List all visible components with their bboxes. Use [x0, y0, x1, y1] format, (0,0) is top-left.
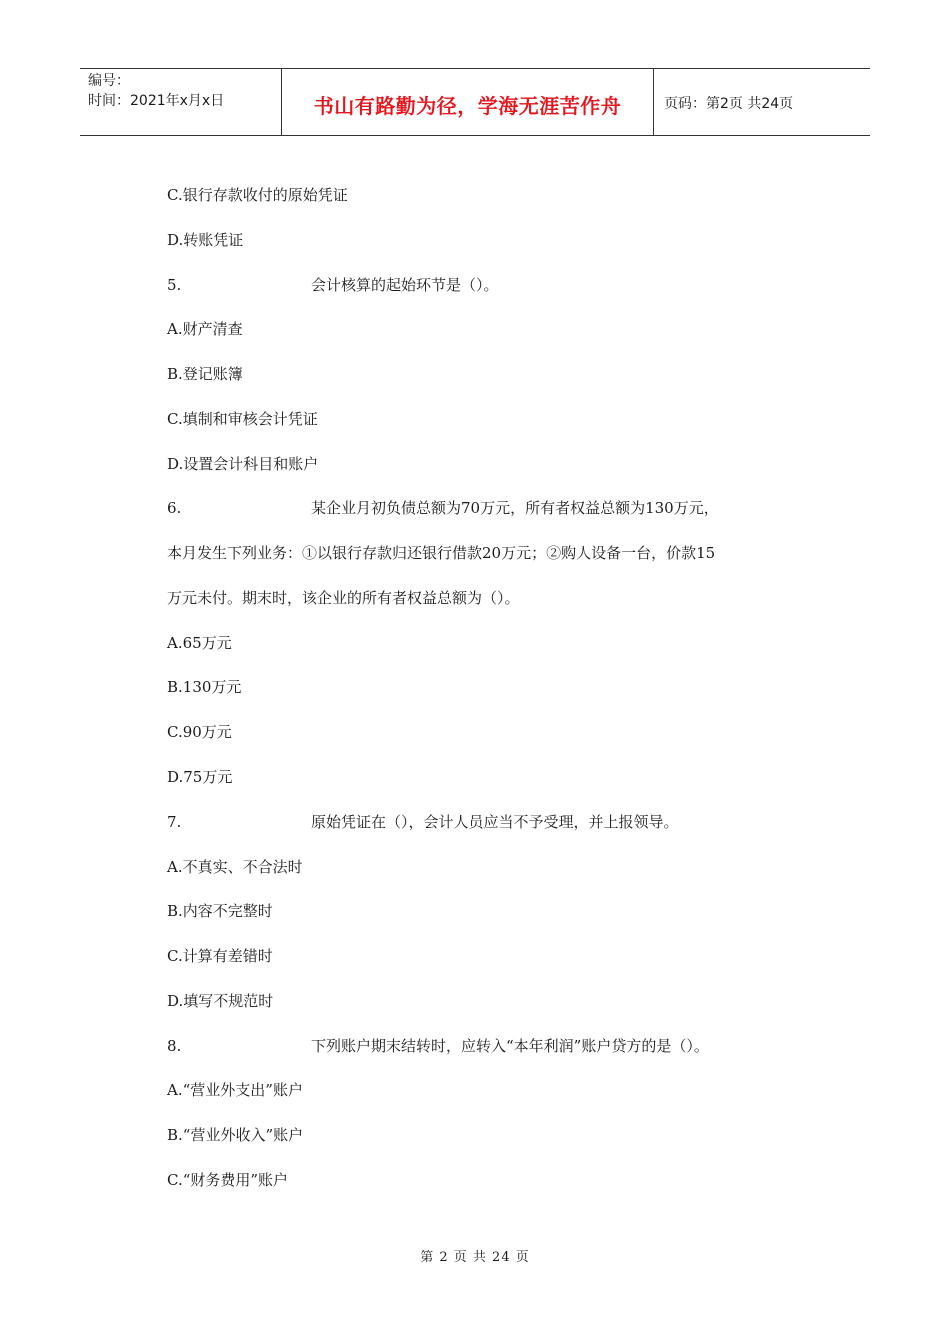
- option-line: C.银行存款收付的原始凭证: [167, 186, 348, 204]
- option-line: A.65万元: [167, 634, 232, 652]
- header-page-info-cell: [654, 69, 870, 135]
- question-text-continued: 万元未付。期末时，该企业的所有者权益总额为（）。: [167, 589, 520, 607]
- header-number-label: 编号：: [88, 73, 130, 89]
- header-meta: [80, 69, 281, 135]
- option-line: C.90万元: [167, 723, 232, 741]
- option-line: A.“营业外支出”账户: [167, 1081, 303, 1099]
- header-page-info: 页码：第2页 共24页: [664, 96, 794, 112]
- page-footer: 第 2 页 共 24 页: [420, 1250, 530, 1265]
- option-line: B.“营业外收入”账户: [167, 1126, 304, 1144]
- header-motto: 书山有路勤为径，学海无涯苦作舟: [313, 93, 622, 118]
- option-line: C.填制和审核会计凭证: [167, 410, 318, 428]
- option-line: C.“财务费用”账户: [167, 1171, 289, 1189]
- question-number: 6.: [167, 499, 182, 517]
- option-line: B.内容不完整时: [167, 902, 273, 920]
- option-line: C.计算有差错时: [167, 947, 273, 965]
- header-motto-cell: [281, 69, 654, 135]
- question-number: 8.: [167, 1037, 182, 1055]
- option-line: D.设置会计科目和账户: [167, 455, 319, 473]
- option-line: D.转账凭证: [167, 231, 244, 249]
- question-number: 5.: [167, 276, 182, 294]
- question-number: 7.: [167, 813, 182, 831]
- question-text: 某企业月初负债总额为70万元，所有者权益总额为130万元，: [311, 499, 719, 517]
- option-line: D.填写不规范时: [167, 992, 274, 1010]
- question-text-continued: 本月发生下列业务：①以银行存款归还银行借款20万元；②购人设备一台，价款15: [167, 544, 716, 562]
- option-line: B.登记账簿: [167, 365, 243, 383]
- header-time-label: 时间：2021年x月x日: [88, 93, 225, 109]
- option-line: D.75万元: [167, 768, 233, 786]
- option-line: A.财产清查: [167, 320, 243, 338]
- question-text: 会计核算的起始环节是（）。: [311, 276, 499, 294]
- page-header: [80, 68, 870, 136]
- option-line: B.130万元: [167, 678, 242, 696]
- option-line: A.不真实、不合法时: [167, 858, 303, 876]
- question-text: 原始凭证在（），会计人员应当不予受理，并上报领导。: [311, 813, 679, 831]
- question-text: 下列账户期末结转时，应转入“本年利润”账户贷方的是（）。: [311, 1037, 709, 1055]
